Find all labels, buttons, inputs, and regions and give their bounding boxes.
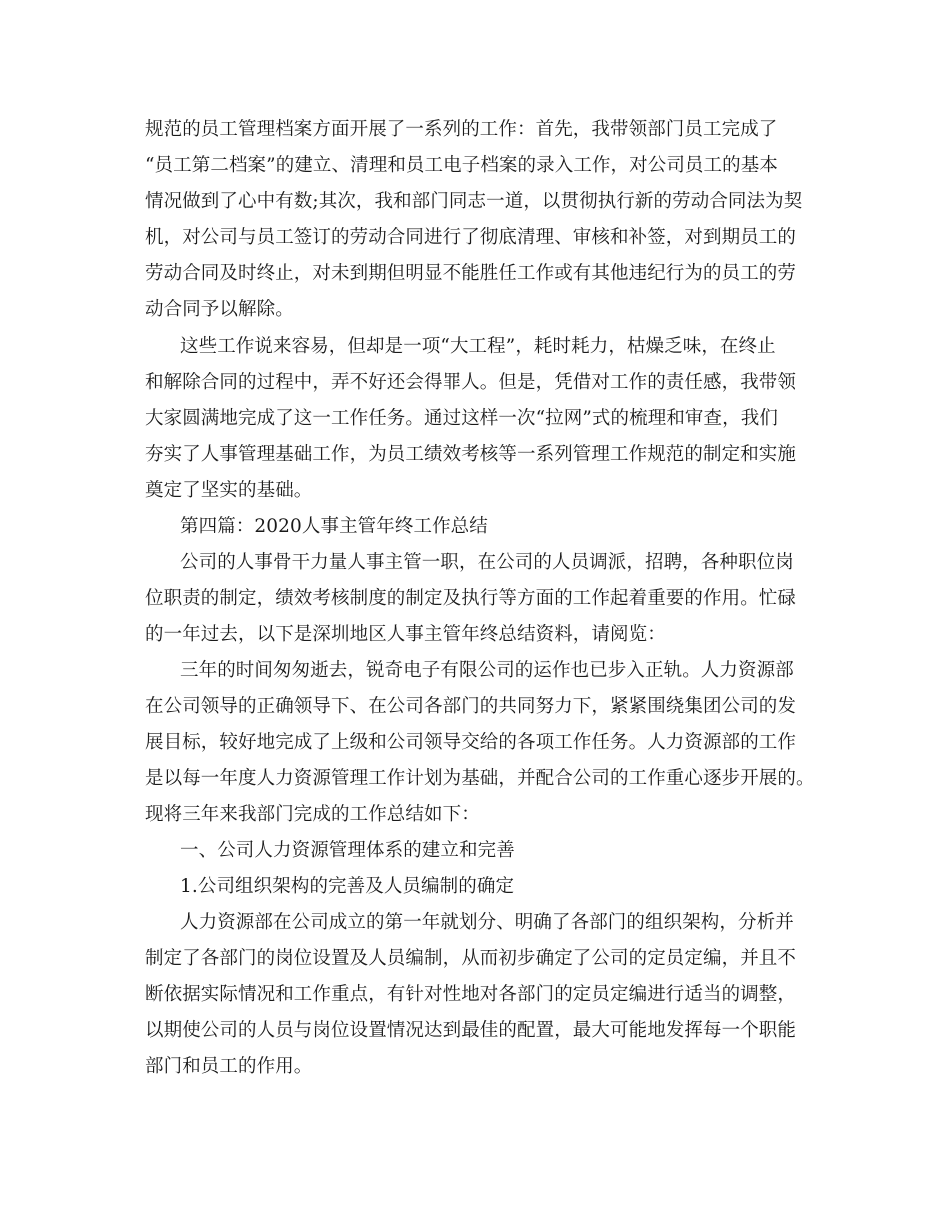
text-line: 和解除合同的过程中，弄不好还会得罪人。但是，凭借对工作的责任感，我带领 (145, 372, 797, 393)
text-line: 的一年过去，以下是深圳地区人事主管年终总结资料，请阅览： (145, 624, 666, 645)
text-line: 现将三年来我部门完成的工作总结如下： (145, 804, 480, 825)
text-line: 机，对公司与员工签订的劳动合同进行了彻底清理、审核和补签，对到期员工的 (145, 227, 797, 248)
text-line: 以期使公司的人员与岗位设置情况达到最佳的配置，最大可能地发挥每一个职能 (145, 1020, 797, 1041)
text-line: 情况做到了心中有数;其次，我和部门同志一道，以贯彻执行新的劳动合同法为契 (145, 191, 803, 212)
text-line: 在公司领导的正确领导下、在公司各部门的共同努力下，紧紧围绕集团公司的发 (145, 696, 797, 717)
text-line: “员工第二档案”的建立、清理和员工电子档案的录入工作，对公司员工的基本 (145, 155, 778, 176)
text-line: 人力资源部在公司成立的第一年就划分、明确了各部门的组织架构，分析并 (180, 912, 794, 933)
text-line: 公司的人事骨干力量人事主管一职，在公司的人员调派，招聘，各种职位岗 (180, 552, 794, 573)
section-heading: 第四篇：2020人事主管年终工作总结 (180, 516, 488, 537)
text-line: 夯实了人事管理基础工作，为员工绩效考核等一系列管理工作规范的制定和实施 (145, 444, 797, 465)
text-line: 断依据实际情况和工作重点，有针对性地对各部门的定员定编进行适当的调整， (145, 984, 797, 1005)
text-line: 奠定了坚实的基础。 (145, 480, 313, 501)
text-line: 动合同予以解除。 (145, 299, 294, 320)
text-line: 是以每一年度人力资源管理工作计划为基础，并配合公司的工作重心逐步开展的。 (145, 768, 815, 789)
text-line: 劳动合同及时终止，对未到期但明显不能胜任工作或有其他违纪行为的员工的劳 (145, 263, 797, 284)
text-line: 规范的员工管理档案方面开展了一系列的工作：首先，我带领部门员工完成了 (145, 119, 778, 140)
text-line: 三年的时间匆匆逝去，锐奇电子有限公司的运作也已步入正轨。人力资源部 (180, 660, 794, 681)
text-line: 位职责的制定，绩效考核制度的制定及执行等方面的工作起着重要的作用。忙碌 (145, 588, 797, 609)
text-line: 制定了各部门的岗位设置及人员编制，从而初步确定了公司的定员定编，并且不 (145, 948, 797, 969)
text-line: 展目标，较好地完成了上级和公司领导交给的各项工作任务。人力资源部的工作 (145, 732, 797, 753)
text-line: 部门和员工的作用。 (145, 1056, 313, 1077)
subsection-heading: 1.公司组织架构的完善及人员编制的确定 (180, 876, 515, 897)
text-line: 大家圆满地完成了这一工作任务。通过这样一次“拉网”式的梳理和审查，我们 (145, 408, 778, 429)
text-line: 这些工作说来容易，但却是一项“大工程”，耗时耗力，枯燥乏味，在终止 (180, 336, 776, 357)
subsection-heading: 一、公司人力资源管理体系的建立和完善 (180, 840, 515, 861)
